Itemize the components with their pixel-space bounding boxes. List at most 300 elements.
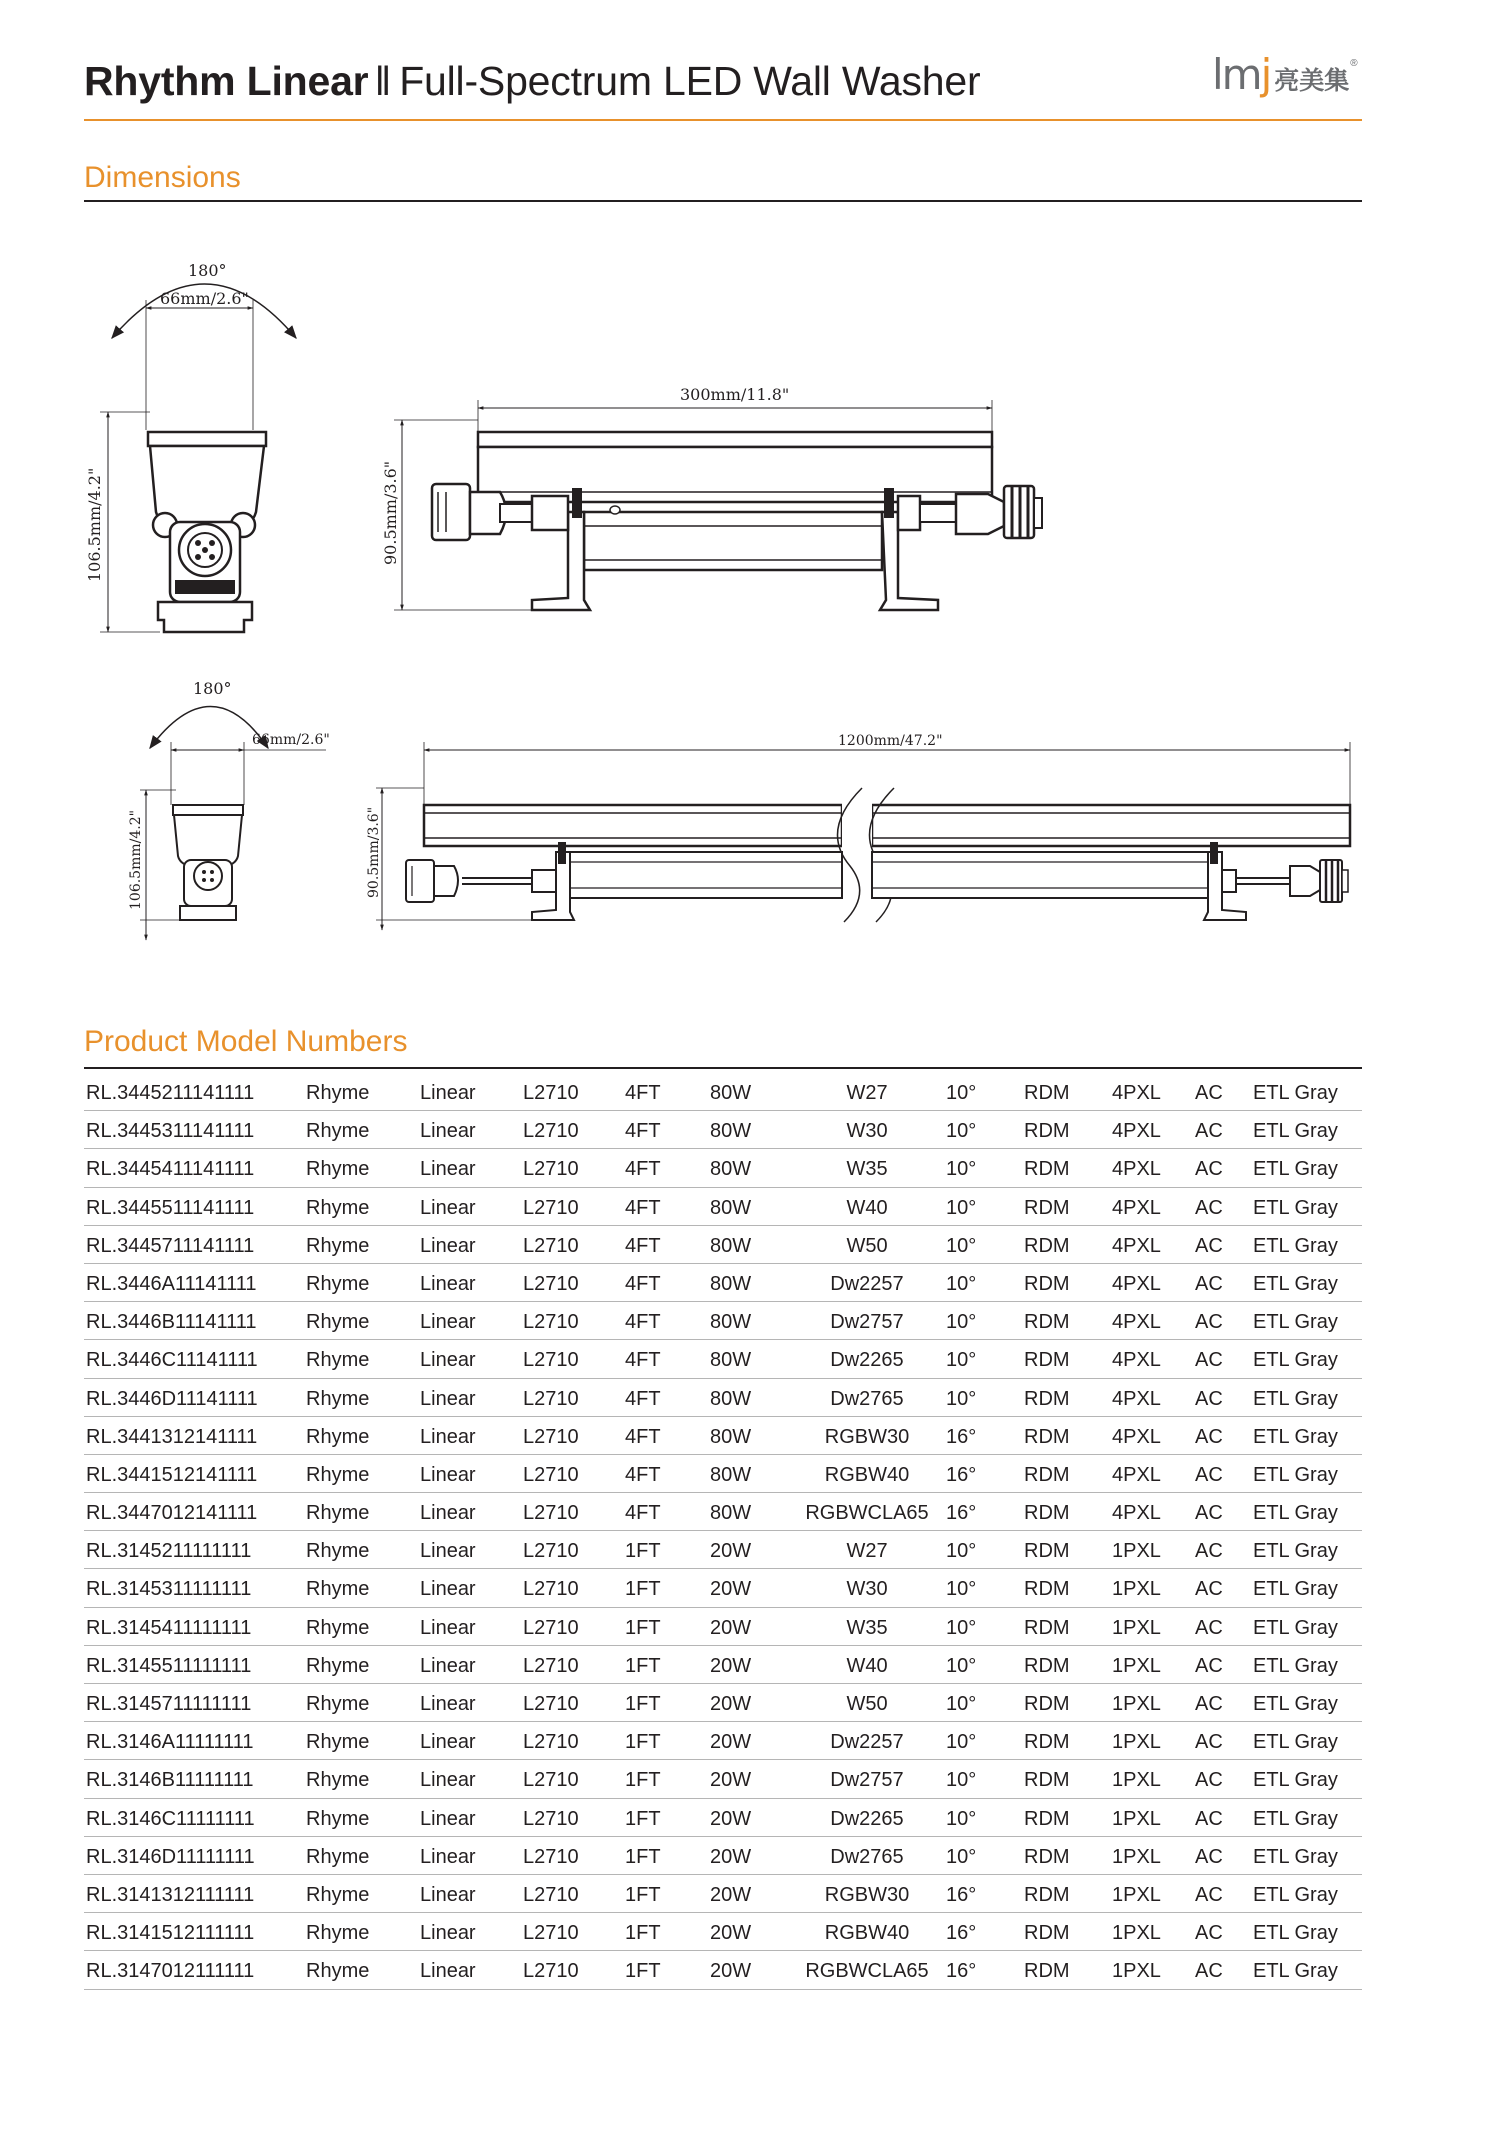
cell-model-number: RL.3145511111111 [86,1654,252,1677]
cell-pixel: 1PXL [1112,1654,1161,1677]
cell-shape: Linear [420,1387,476,1410]
cell-model-number: RL.3445711141111 [86,1234,255,1257]
table-row [84,1340,1362,1378]
cell-body: L2710 [523,1960,579,1983]
cell-series: Rhyme [306,1578,370,1601]
cell-beam: 10° [946,1807,977,1830]
cell-beam: 10° [946,1769,977,1792]
dimensions-rule [84,200,1362,202]
table-row [84,1646,1362,1684]
page-title [84,56,980,106]
cell-beam: 16° [946,1922,977,1945]
cell-pixel: 4PXL [1112,1387,1161,1410]
cell-series: Rhyme [306,1387,370,1410]
cell-cct: Dw2265 [830,1807,904,1830]
cell-voltage: AC [1195,1425,1223,1448]
cell-model-number: RL.3445411141111 [86,1158,255,1181]
cell-certification: ETL Gray [1253,1960,1338,1983]
cell-power: 80W [710,1311,752,1334]
cell-series: Rhyme [306,1502,370,1525]
table-row [84,1264,1362,1302]
cell-voltage: AC [1195,1731,1223,1754]
models-rule [84,1067,1362,1069]
cell-power: 20W [710,1693,752,1715]
cell-certification: ETL Gray [1253,1883,1338,1906]
cell-control: RDM [1024,1463,1070,1486]
title-product-type: Full-Spectrum LED Wall Washer [399,58,981,104]
cell-series: Rhyme [306,1654,370,1677]
cell-power: 20W [710,1845,752,1868]
cell-body: L2710 [523,1387,579,1410]
cell-model-number: RL.3145311111111 [86,1578,252,1601]
cell-length: 4FT [625,1387,661,1410]
cell-body: L2710 [523,1158,579,1181]
table-row [84,1531,1362,1569]
models-heading: Product Model Numbers [84,1025,408,1058]
cell-voltage: AC [1195,1349,1223,1372]
logo-registered-mark: ® [1350,58,1358,69]
cell-pixel: 1PXL [1112,1616,1161,1639]
cell-shape: Linear [420,1883,476,1906]
cell-series: Rhyme [306,1960,370,1983]
cell-certification: ETL Gray [1253,1654,1338,1677]
table-row [84,1608,1362,1646]
cell-voltage: AC [1195,1616,1223,1639]
cell-pixel: 1PXL [1112,1731,1161,1754]
cell-length: 4FT [625,1425,661,1448]
cell-control: RDM [1024,1731,1070,1754]
cell-model-number: RL.3441312141111 [86,1425,258,1448]
table-row [84,1226,1362,1264]
cell-series: Rhyme [306,1120,370,1143]
cell-power: 20W [710,1578,752,1601]
cell-beam: 10° [946,1616,977,1639]
cell-length: 1FT [625,1807,661,1830]
title-product-line: Rhythm Linear [84,58,369,104]
cell-body: L2710 [523,1234,579,1257]
cell-pixel: 1PXL [1112,1578,1161,1601]
table-row [84,1455,1362,1493]
cell-length: 1FT [625,1883,661,1906]
cell-power: 20W [710,1616,752,1639]
cell-body: L2710 [523,1616,579,1639]
cell-series: Rhyme [306,1845,370,1868]
cell-beam: 16° [946,1463,977,1486]
cell-cct: Dw2757 [830,1311,904,1334]
cell-control: RDM [1024,1693,1070,1715]
cell-beam: 16° [946,1960,977,1983]
cell-beam: 10° [946,1578,977,1601]
cell-control: RDM [1024,1387,1070,1410]
cell-control: RDM [1024,1883,1070,1906]
dimensions-heading: Dimensions [84,161,241,194]
table-row [84,1951,1362,1989]
cell-pixel: 4PXL [1112,1425,1161,1448]
cell-voltage: AC [1195,1845,1223,1868]
cell-beam: 10° [946,1120,977,1143]
cell-pixel: 1PXL [1112,1883,1161,1906]
cell-beam: 16° [946,1883,977,1906]
table-row [84,1913,1362,1951]
table-row [84,1073,1362,1111]
cell-certification: ETL Gray [1253,1158,1338,1181]
cell-model-number: RL.3145711111111 [86,1693,252,1715]
cell-length: 1FT [625,1731,661,1754]
cell-control: RDM [1024,1349,1070,1372]
cell-certification: ETL Gray [1253,1387,1338,1410]
cell-model-number: RL.3141512111111 [86,1922,255,1945]
cell-beam: 16° [946,1502,977,1525]
cell-model-number: RL.3146B11111111 [86,1769,254,1792]
cell-cct: W40 [846,1654,888,1677]
cell-series: Rhyme [306,1272,370,1295]
cell-voltage: AC [1195,1960,1223,1983]
cell-pixel: 1PXL [1112,1922,1161,1945]
cell-cct: W50 [846,1234,888,1257]
cell-length: 1FT [625,1578,661,1601]
cell-certification: ETL Gray [1253,1540,1338,1563]
cell-beam: 10° [946,1731,977,1754]
cell-length: 4FT [625,1082,661,1104]
cell-voltage: AC [1195,1082,1223,1104]
cell-pixel: 1PXL [1112,1807,1161,1830]
cell-voltage: AC [1195,1693,1223,1715]
cell-model-number: RL.3446A11141111 [86,1272,257,1295]
dimension-drawings [0,230,1500,980]
cell-control: RDM [1024,1311,1070,1334]
cell-power: 80W [710,1502,752,1525]
cell-control: RDM [1024,1272,1070,1295]
cell-voltage: AC [1195,1502,1223,1525]
cell-length: 4FT [625,1463,661,1486]
cell-length: 1FT [625,1922,661,1945]
cell-series: Rhyme [306,1082,370,1104]
cell-body: L2710 [523,1769,579,1792]
cell-beam: 10° [946,1693,977,1715]
cell-cct: RGBW40 [824,1922,910,1945]
cell-shape: Linear [420,1731,476,1754]
cell-body: L2710 [523,1502,579,1525]
cell-series: Rhyme [306,1158,370,1181]
cell-control: RDM [1024,1922,1070,1945]
table-row [84,1760,1362,1798]
cell-voltage: AC [1195,1654,1223,1677]
cell-length: 1FT [625,1616,661,1639]
cell-body: L2710 [523,1349,579,1372]
cell-shape: Linear [420,1196,476,1219]
cell-series: Rhyme [306,1349,370,1372]
cell-length: 1FT [625,1845,661,1868]
cell-certification: ETL Gray [1253,1693,1338,1715]
cell-control: RDM [1024,1425,1070,1448]
cell-length: 4FT [625,1272,661,1295]
cell-body: L2710 [523,1654,579,1677]
height-label-front-bottom: 90.5mm/3.6" [366,806,382,898]
table-row [84,1188,1362,1226]
cell-pixel: 4PXL [1112,1120,1161,1143]
cell-series: Rhyme [306,1234,370,1257]
cell-series: Rhyme [306,1883,370,1906]
length-label-bottom: 1200mm/47.2" [838,733,943,749]
cell-control: RDM [1024,1120,1070,1143]
table-row [84,1493,1362,1531]
table-row [84,1302,1362,1340]
cell-beam: 10° [946,1540,977,1563]
cell-cct: RGBW40 [824,1463,910,1486]
cell-power: 20W [710,1654,752,1677]
cell-beam: 10° [946,1654,977,1677]
cell-pixel: 4PXL [1112,1311,1161,1334]
table-row [84,1875,1362,1913]
cell-body: L2710 [523,1883,579,1906]
cell-voltage: AC [1195,1578,1223,1601]
cell-cct: Dw2765 [830,1845,904,1868]
cell-series: Rhyme [306,1463,370,1486]
cell-beam: 10° [946,1234,977,1257]
cell-control: RDM [1024,1234,1070,1257]
rotation-label-top: 180° [188,261,227,280]
cell-shape: Linear [420,1578,476,1601]
cell-power: 80W [710,1349,752,1372]
side-view-1200 [128,679,330,940]
cell-voltage: AC [1195,1120,1223,1143]
cell-cct: Dw2265 [830,1349,904,1372]
cell-length: 4FT [625,1502,661,1525]
cell-control: RDM [1024,1807,1070,1830]
cell-body: L2710 [523,1196,579,1219]
cell-shape: Linear [420,1425,476,1448]
cell-cct: W27 [846,1082,888,1104]
cell-body: L2710 [523,1425,579,1448]
cell-control: RDM [1024,1502,1070,1525]
cell-power: 20W [710,1883,752,1906]
cell-pixel: 4PXL [1112,1349,1161,1372]
cell-length: 4FT [625,1196,661,1219]
cell-length: 4FT [625,1158,661,1181]
cell-certification: ETL Gray [1253,1463,1338,1486]
cell-shape: Linear [420,1845,476,1868]
cell-control: RDM [1024,1158,1070,1181]
cell-cct: Dw2257 [830,1272,904,1295]
cell-power: 20W [710,1731,752,1754]
cell-body: L2710 [523,1082,579,1104]
cell-beam: 10° [946,1272,977,1295]
cell-power: 20W [710,1807,752,1830]
cell-certification: ETL Gray [1253,1425,1338,1448]
cell-body: L2710 [523,1272,579,1295]
cell-model-number: RL.3447012141111 [86,1502,258,1525]
cell-pixel: 1PXL [1112,1845,1161,1868]
cell-control: RDM [1024,1845,1070,1868]
cell-power: 80W [710,1463,752,1486]
cell-beam: 10° [946,1349,977,1372]
cell-cct: RGBWCLA65 [805,1960,929,1983]
cell-shape: Linear [420,1234,476,1257]
cell-series: Rhyme [306,1196,370,1219]
cell-length: 1FT [625,1769,661,1792]
cell-length: 1FT [625,1693,661,1715]
cell-model-number: RL.3146C11111111 [86,1807,255,1830]
cell-pixel: 4PXL [1112,1463,1161,1486]
cell-model-number: RL.3141312111111 [86,1883,255,1906]
cell-voltage: AC [1195,1540,1223,1563]
cell-shape: Linear [420,1769,476,1792]
cell-model-number: RL.3146D11111111 [86,1845,255,1868]
cell-shape: Linear [420,1807,476,1830]
cell-power: 80W [710,1196,752,1219]
cell-length: 1FT [625,1960,661,1983]
cell-certification: ETL Gray [1253,1769,1338,1792]
cell-pixel: 4PXL [1112,1196,1161,1219]
cell-voltage: AC [1195,1196,1223,1219]
cell-cct: W35 [846,1158,888,1181]
cell-model-number: RL.3445211141111 [86,1082,255,1104]
length-label-top: 300mm/11.8" [680,385,790,404]
cell-model-number: RL.3145211111111 [86,1540,252,1563]
cell-cct: RGBW30 [824,1425,910,1448]
cell-pixel: 4PXL [1112,1502,1161,1525]
cell-body: L2710 [523,1311,579,1334]
cell-power: 80W [710,1120,752,1143]
cell-body: L2710 [523,1578,579,1601]
cell-voltage: AC [1195,1158,1223,1181]
cell-shape: Linear [420,1463,476,1486]
cell-voltage: AC [1195,1769,1223,1792]
cell-pixel: 1PXL [1112,1693,1161,1715]
height-label-bottom: 106.5mm/4.2" [128,809,144,910]
cell-control: RDM [1024,1196,1070,1219]
height-label-top: 106.5mm/4.2" [85,467,104,582]
cell-length: 1FT [625,1654,661,1677]
cell-pixel: 4PXL [1112,1234,1161,1257]
cell-certification: ETL Gray [1253,1922,1338,1945]
cell-certification: ETL Gray [1253,1234,1338,1257]
cell-body: L2710 [523,1463,579,1486]
cell-beam: 10° [946,1196,977,1219]
cell-model-number: RL.3441512141111 [86,1463,258,1486]
table-row [84,1684,1362,1722]
cell-model-number: RL.3446D11141111 [86,1387,258,1410]
cell-series: Rhyme [306,1311,370,1334]
cell-cct: W35 [846,1616,888,1639]
cell-shape: Linear [420,1922,476,1945]
table-row [84,1837,1362,1875]
cell-body: L2710 [523,1120,579,1143]
cell-series: Rhyme [306,1693,370,1715]
cell-shape: Linear [420,1502,476,1525]
cell-cct: W50 [846,1693,888,1715]
cell-series: Rhyme [306,1616,370,1639]
table-row [84,1722,1362,1760]
cell-pixel: 4PXL [1112,1272,1161,1295]
cell-beam: 16° [946,1425,977,1448]
cell-voltage: AC [1195,1922,1223,1945]
width-label-bottom: 66mm/2.6" [252,732,330,748]
cell-power: 20W [710,1960,752,1983]
table-row [84,1149,1362,1187]
cell-cct: RGBWCLA65 [805,1502,929,1525]
cell-cct: Dw2765 [830,1387,904,1410]
cell-beam: 10° [946,1311,977,1334]
cell-power: 20W [710,1540,752,1563]
table-row [84,1111,1362,1149]
cell-shape: Linear [420,1540,476,1563]
cell-body: L2710 [523,1922,579,1945]
cell-series: Rhyme [306,1731,370,1754]
cell-length: 4FT [625,1120,661,1143]
cell-beam: 10° [946,1387,977,1410]
rotation-label-bottom: 180° [193,679,232,698]
cell-pixel: 4PXL [1112,1082,1161,1104]
cell-model-number: RL.3445311141111 [86,1120,255,1143]
rotation-arc-bottom [150,707,268,749]
height-label-front-top: 90.5mm/3.6" [381,460,400,565]
logo-chinese-name: 亮美集 [1274,67,1350,95]
cell-voltage: AC [1195,1463,1223,1486]
cell-control: RDM [1024,1960,1070,1983]
cell-shape: Linear [420,1272,476,1295]
cell-series: Rhyme [306,1807,370,1830]
cell-shape: Linear [420,1960,476,1983]
cell-cct: RGBW30 [824,1883,910,1906]
cell-pixel: 1PXL [1112,1540,1161,1563]
side-view-300 [85,261,296,632]
cell-certification: ETL Gray [1253,1349,1338,1372]
cell-cct: W30 [846,1120,888,1143]
cell-pixel: 4PXL [1112,1158,1161,1181]
cell-power: 80W [710,1234,752,1257]
cell-cct: Dw2257 [830,1731,904,1754]
table-row [84,1379,1362,1417]
cell-control: RDM [1024,1769,1070,1792]
cell-certification: ETL Gray [1253,1807,1338,1830]
front-view-1200 [366,733,1350,930]
cell-cct: Dw2757 [830,1769,904,1792]
cell-length: 1FT [625,1540,661,1563]
cell-model-number: RL.3445511141111 [86,1196,255,1219]
cell-control: RDM [1024,1540,1070,1563]
cell-body: L2710 [523,1807,579,1830]
cell-shape: Linear [420,1120,476,1143]
cell-voltage: AC [1195,1807,1223,1830]
cell-control: RDM [1024,1616,1070,1639]
cell-certification: ETL Gray [1253,1578,1338,1601]
cell-body: L2710 [523,1540,579,1563]
cell-series: Rhyme [306,1540,370,1563]
table-row [84,1417,1362,1455]
cell-shape: Linear [420,1311,476,1334]
cell-voltage: AC [1195,1272,1223,1295]
cell-control: RDM [1024,1654,1070,1677]
cell-voltage: AC [1195,1883,1223,1906]
cell-body: L2710 [523,1731,579,1754]
cell-length: 4FT [625,1311,661,1334]
cell-shape: Linear [420,1693,476,1715]
cell-beam: 10° [946,1845,977,1868]
cell-certification: ETL Gray [1253,1731,1338,1754]
cell-body: L2710 [523,1845,579,1868]
cell-beam: 10° [946,1158,977,1181]
cell-power: 80W [710,1082,752,1104]
cell-certification: ETL Gray [1253,1845,1338,1868]
cell-certification: ETL Gray [1253,1120,1338,1143]
cell-power: 80W [710,1387,752,1410]
cell-control: RDM [1024,1578,1070,1601]
cell-series: Rhyme [306,1425,370,1448]
cell-shape: Linear [420,1616,476,1639]
cell-certification: ETL Gray [1253,1616,1338,1639]
table-row [84,1799,1362,1837]
